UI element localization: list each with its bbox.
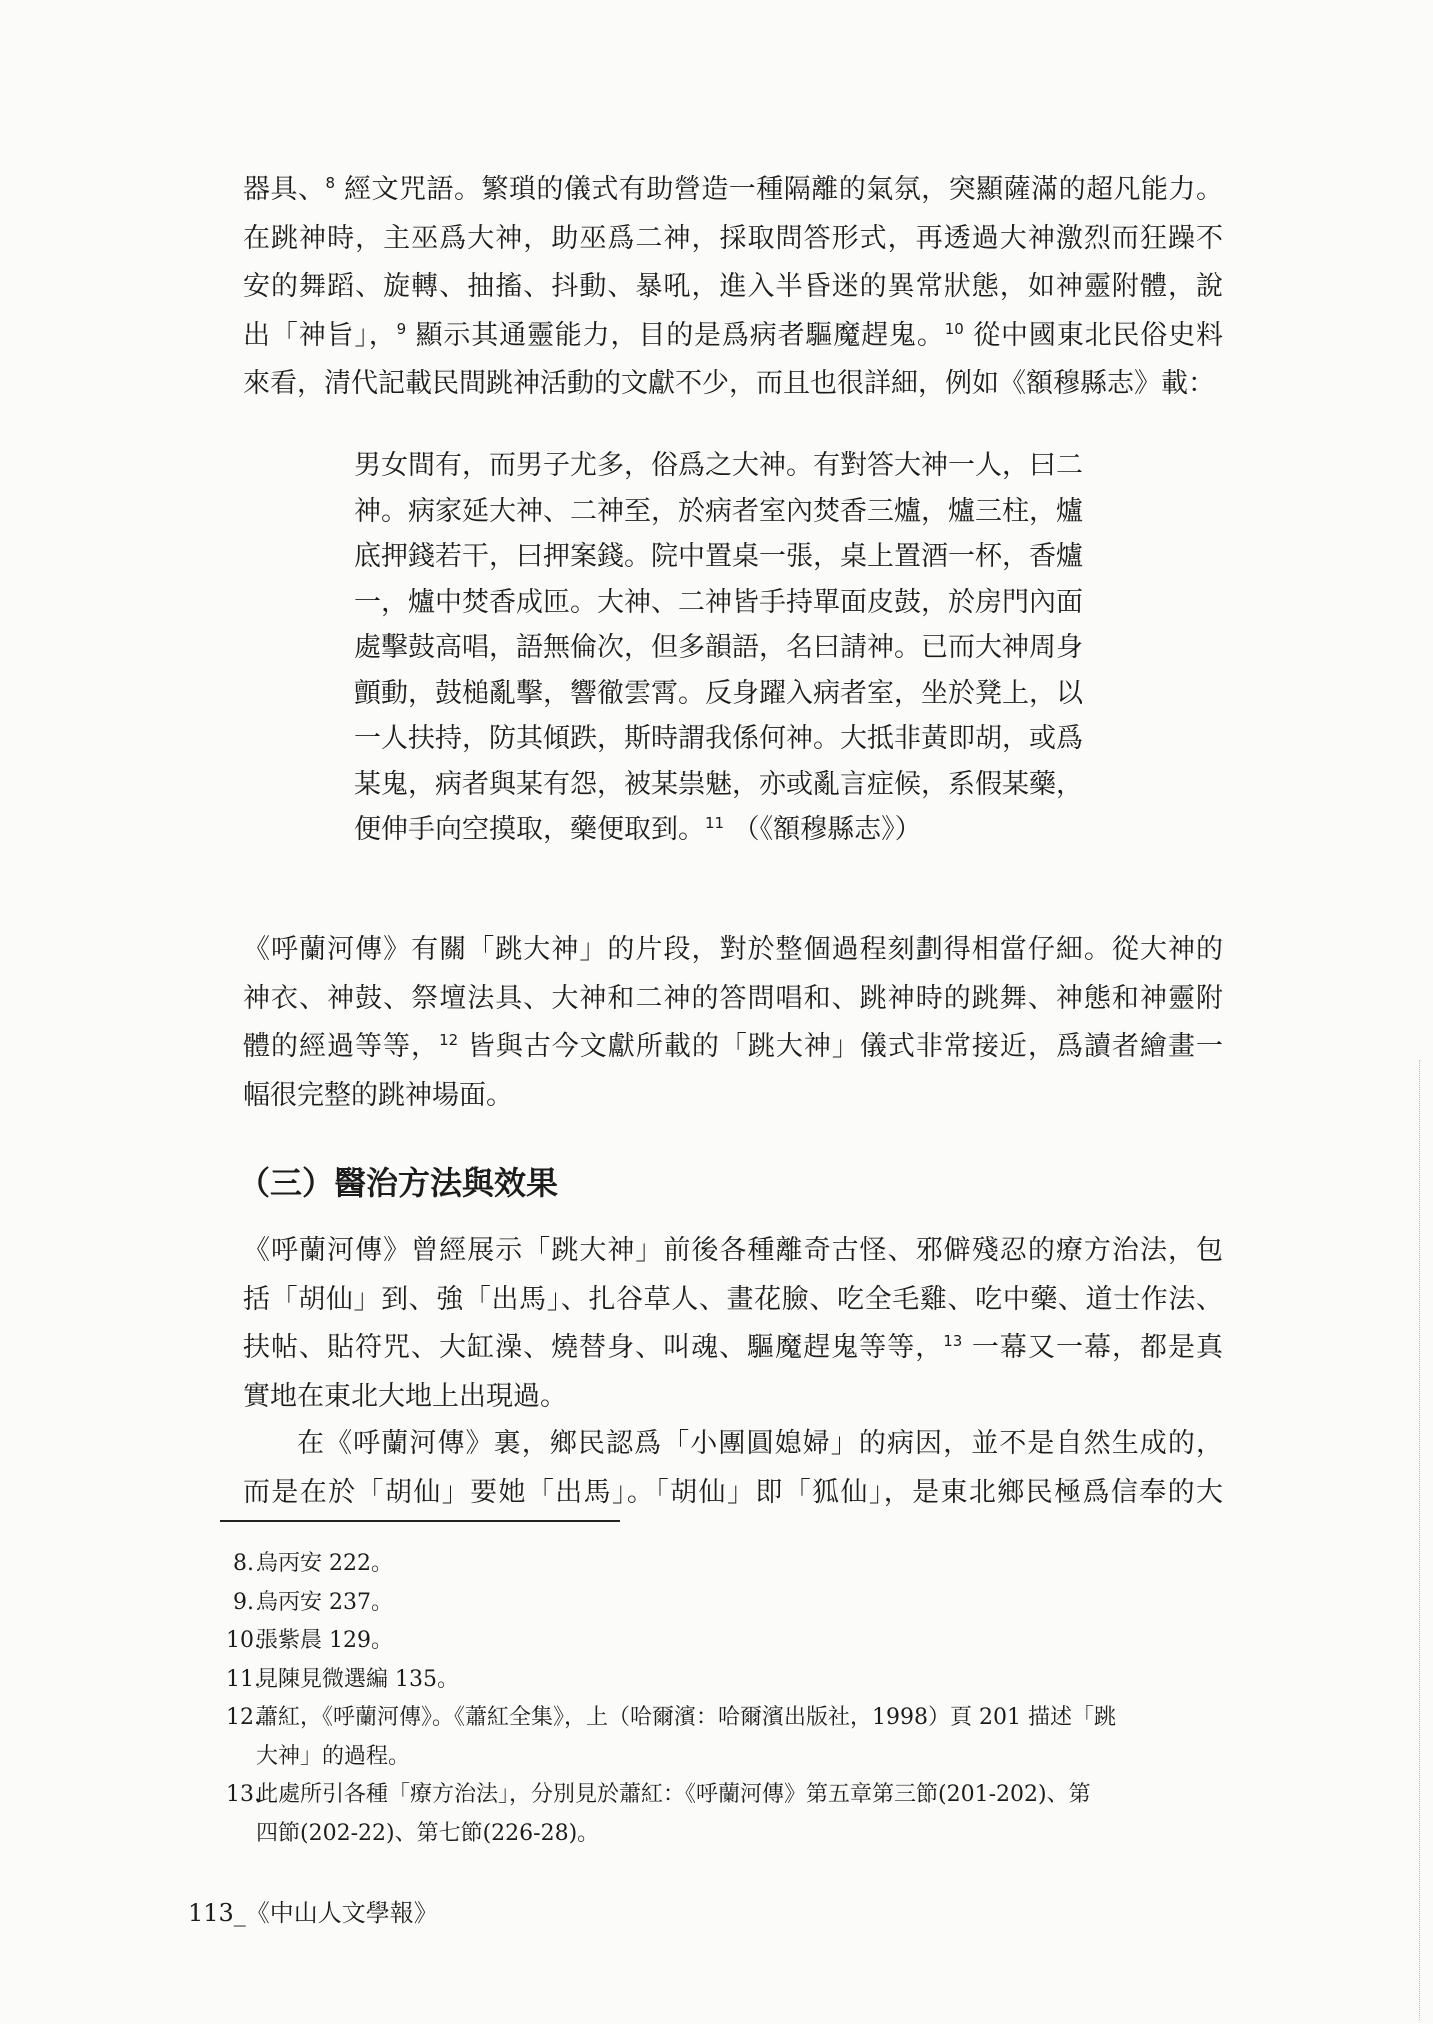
- text-line: 《呼蘭河傳》有關「跳大神」的片段，對於整個過程刻劃得相當仔細。從大神的: [243, 934, 1223, 965]
- footnote-ref[interactable]: 10: [944, 319, 964, 338]
- footnote-10: 10.張紫晨 129。: [226, 1628, 393, 1653]
- footnote-12: 12.蕭紅，《呼蘭河傳》。《蕭紅全集》，上（哈爾濱：哈爾濱出版社，1998）頁 201 描述「跳 大神」的過程。: [226, 1705, 1116, 1769]
- quote-line: 一，爐中焚香成匝。大神、二神皆手持單面皮鼓，於房門內面: [354, 586, 1083, 618]
- quote-line: 一人扶持，防其傾跌，斯時謂我係何神。大抵非黃即胡，或爲: [354, 723, 1083, 754]
- footnotes: [226, 1545, 1226, 1853]
- block-quote: [354, 443, 1140, 853]
- quote-line: 某鬼，病者與某有怨，被某祟魅，亦或亂言症候，系假某藥，: [354, 768, 1083, 800]
- text-line: 出「神旨」，$^9$ 顯示其通靈能力，目的是爲病者驅魔趕鬼。$^{10}$ 從中國東北民俗史料: [243, 319, 1223, 351]
- footnote-9: 9.烏丙安 237。: [233, 1589, 393, 1615]
- text-line: 《呼蘭河傳》曾經展示「跳大神」前後各種離奇古怪、邪僻殘忍的療方治法，包: [243, 1235, 1223, 1266]
- page-footer: 113_《中山人文學報》: [188, 1899, 438, 1927]
- text-line: 括「胡仙」到、強「出馬」、扎谷草人、畫花臉、吃全毛雞、吃中藥、道士作法、: [243, 1283, 1223, 1315]
- quote-line: 男女間有，而男子尤多，俗爲之大神。有對答大神一人，曰二: [354, 450, 1083, 481]
- section-heading: （三）醫治方法與效果: [238, 1164, 559, 1202]
- text-line: 神衣、神鼓、祭壇法具、大神和二神的答問唱和、跳神時的跳舞、神態和神靈附: [243, 982, 1223, 1014]
- body-paragraph-2: [243, 926, 1223, 1120]
- scan-edge: [1419, 1060, 1421, 2020]
- footnote-ref[interactable]: 8: [325, 174, 335, 192]
- quote-line: 顫動，鼓槌亂擊，響徹雲霄。反身躍入病者室，坐於凳上，以: [354, 677, 1083, 709]
- quote-line: 底押錢若干，曰押案錢。院中置桌一張，桌上置酒一杯，香爐: [354, 541, 1083, 572]
- text-line: 扶帖、貼符咒、大缸澡、燒替身、叫魂、驅魔趕鬼等等，$^{13}$ 一幕又一幕，都是真: [243, 1332, 1223, 1363]
- quote-line: 神。病家延大神、二神至，於病者室內焚香三爐，爐三柱，爐: [354, 495, 1083, 527]
- body-paragraph-1: [243, 166, 1223, 409]
- text-line: 實地在東北大地上出現過。: [243, 1380, 567, 1412]
- footnote-divider: [220, 1520, 620, 1522]
- quote-line: 便伸手向空摸取，藥便取到。$^{11}$ （《額穆縣志》）: [354, 814, 922, 845]
- text-line: 而是在於「胡仙」要她「出馬」。「胡仙」即「狐仙」，是東北鄉民極爲信奉的大: [243, 1476, 1223, 1508]
- text-line: 幅很完整的跳神場面。: [243, 1079, 513, 1111]
- text-line: 器具、$^8$ 經文咒語。繁瑣的儀式有助營造一種隔離的氣氛，突顯薩滿的超凡能力。: [243, 174, 1223, 205]
- footnote-8: 8.烏丙安 222。: [233, 1551, 393, 1576]
- text-line: 體的經過等等，$^{12}$ 皆與古今文獻所載的「跳大神」儀式非常接近，爲讀者繪畫一: [243, 1031, 1224, 1062]
- quote-line: 處擊鼓高唱，語無倫次，但多韻語，名曰請神。已而大神周身: [354, 632, 1083, 663]
- text-line: 在《呼蘭河傳》裏，鄉民認爲「小團圓媳婦」的病因，並不是自然生成的，: [297, 1428, 1223, 1459]
- footnote-ref[interactable]: 9: [396, 319, 407, 338]
- footnote-ref[interactable]: 11: [705, 814, 725, 832]
- body-paragraph-4: [243, 1420, 1223, 1517]
- body-paragraph-3: [243, 1227, 1223, 1421]
- text-line: 安的舞蹈、旋轉、抽搐、抖動、暴吼，進入半昏迷的異常狀態，如神靈附體，說: [243, 271, 1223, 302]
- footnote-ref[interactable]: 13: [943, 1332, 963, 1350]
- text-line: 來看，清代記載民間跳神活動的文獻不少，而且也很詳細，例如《額穆縣志》載：: [243, 368, 1215, 399]
- footnote-13: 13.此處所引各種「療方治法」，分別見於蕭紅：《呼蘭河傳》第五章第三節(201-202)、第 四節(202-22)、第七節(226-28)。: [226, 1782, 1091, 1846]
- footnote-ref[interactable]: 12: [439, 1031, 459, 1049]
- text-line: 在跳神時，主巫爲大神，助巫爲二神，採取問答形式，再透過大神激烈而狂躁不: [243, 222, 1223, 254]
- footnote-11: 11.見陳見微選編 135。: [226, 1666, 459, 1692]
